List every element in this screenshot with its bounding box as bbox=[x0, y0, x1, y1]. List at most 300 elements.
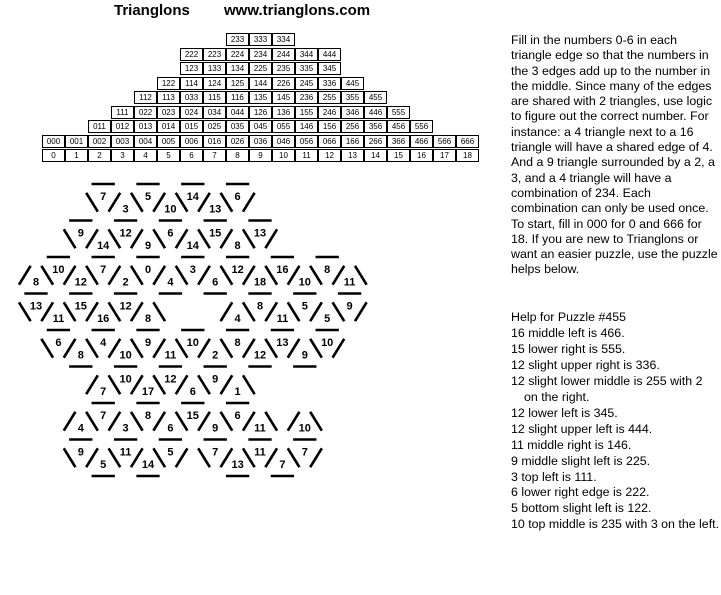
combo-cell[interactable]: 366 bbox=[387, 135, 410, 148]
triangle-edge[interactable] bbox=[243, 229, 255, 248]
triangle-clue: 13 bbox=[276, 337, 289, 350]
triangle-clue: 9 bbox=[301, 349, 308, 362]
combo-cell[interactable]: 022 bbox=[134, 106, 157, 119]
combo-cell[interactable]: 126 bbox=[249, 106, 272, 119]
triangle-edge[interactable] bbox=[153, 302, 165, 321]
triangle-edge[interactable] bbox=[41, 302, 53, 321]
triangle-clue: 13 bbox=[29, 300, 43, 313]
triangle-clue: 11 bbox=[343, 276, 356, 289]
triangle-clue: 6 bbox=[189, 385, 196, 398]
combo-cell[interactable]: 666 bbox=[456, 135, 479, 148]
triangle-clue: 14 bbox=[186, 191, 199, 204]
triangle-edge[interactable] bbox=[198, 266, 210, 285]
triangle-clue: 5 bbox=[167, 446, 174, 459]
triangle-clue: 3 bbox=[122, 203, 129, 216]
triangle-edge[interactable] bbox=[109, 266, 121, 285]
triangle-clue: 7 bbox=[100, 385, 107, 398]
triangle-edge[interactable] bbox=[176, 412, 188, 431]
triangle-clue: 14 bbox=[186, 239, 199, 252]
triangle-clue: 5 bbox=[324, 312, 331, 325]
triangle-edge[interactable] bbox=[131, 375, 143, 394]
sum-header-cell[interactable]: 14 bbox=[364, 149, 387, 162]
combo-cell[interactable]: 556 bbox=[410, 120, 433, 133]
triangle-clue: 11 bbox=[119, 446, 132, 459]
triangle-edge[interactable] bbox=[86, 229, 98, 248]
triangle-clue: 8 bbox=[256, 300, 264, 313]
combo-cell[interactable]: 000 bbox=[42, 135, 65, 148]
triangle-clue: 9 bbox=[212, 373, 219, 386]
triangle-edge[interactable] bbox=[288, 412, 300, 431]
combo-cell[interactable]: 334 bbox=[272, 33, 295, 46]
sum-header-cell[interactable]: 1 bbox=[65, 149, 88, 162]
triangle-clue: 3 bbox=[122, 422, 129, 435]
triangle-edge[interactable] bbox=[109, 229, 121, 248]
triangle-clue: 7 bbox=[212, 446, 219, 459]
help-item: 12 slight upper left is 444. bbox=[511, 421, 653, 436]
combo-cell[interactable]: 456 bbox=[387, 120, 410, 133]
combo-cell[interactable]: 025 bbox=[203, 120, 226, 133]
triangle-clue: 6 bbox=[234, 191, 241, 204]
triangle-edge[interactable] bbox=[64, 302, 76, 321]
combo-cell[interactable]: 234 bbox=[249, 48, 272, 61]
triangle-edge[interactable] bbox=[243, 375, 255, 394]
triangle-clue: 10 bbox=[52, 264, 65, 277]
triangle-edge[interactable] bbox=[333, 339, 345, 358]
triangle-edge[interactable] bbox=[176, 339, 188, 358]
triangle-edge[interactable] bbox=[221, 339, 233, 358]
triangle-edge[interactable] bbox=[243, 448, 255, 467]
triangle-edge[interactable] bbox=[310, 448, 322, 467]
combo-cell[interactable]: 222 bbox=[180, 48, 203, 61]
triangle-edge[interactable] bbox=[333, 302, 345, 321]
combo-cell[interactable]: 006 bbox=[180, 135, 203, 148]
triangle-edge[interactable] bbox=[109, 448, 121, 467]
combo-cell[interactable]: 122 bbox=[157, 77, 180, 90]
triangle-clue: 8 bbox=[234, 239, 241, 252]
sum-header-cell[interactable]: 4 bbox=[134, 149, 157, 162]
combo-cell[interactable]: 024 bbox=[180, 106, 203, 119]
triangle-clue: 2 bbox=[212, 349, 219, 362]
sum-header-cell[interactable]: 3 bbox=[111, 149, 134, 162]
triangle-edge[interactable] bbox=[86, 193, 98, 212]
triangle-edge[interactable] bbox=[265, 302, 277, 321]
triangle-clue: 8 bbox=[144, 410, 152, 423]
triangle-edge[interactable] bbox=[265, 266, 277, 285]
triangle-clue: 9 bbox=[77, 227, 84, 240]
combo-cell[interactable]: 005 bbox=[157, 135, 180, 148]
combo-cell[interactable]: 046 bbox=[272, 135, 295, 148]
triangle-clue: 4 bbox=[100, 337, 107, 350]
combo-cell[interactable]: 114 bbox=[180, 77, 203, 90]
combo-cell[interactable]: 333 bbox=[249, 33, 272, 46]
triangle-clue: 7 bbox=[100, 410, 107, 423]
triangle-edge[interactable] bbox=[86, 339, 98, 358]
help-title: Help for Puzzle #455 bbox=[511, 310, 627, 324]
triangle-edge[interactable] bbox=[198, 375, 210, 394]
combo-cell[interactable]: 146 bbox=[295, 120, 318, 133]
combo-cell[interactable]: 246 bbox=[318, 106, 341, 119]
sum-header-cell[interactable]: 13 bbox=[341, 149, 364, 162]
triangle-clue: 10 bbox=[298, 276, 311, 289]
sum-header-cell[interactable]: 18 bbox=[456, 149, 479, 162]
triangle-edge[interactable] bbox=[109, 302, 121, 321]
combo-cell[interactable]: 145 bbox=[272, 91, 295, 104]
triangle-edge[interactable] bbox=[86, 266, 98, 285]
triangle-clue: 11 bbox=[52, 312, 65, 325]
combo-cell[interactable]: 135 bbox=[249, 91, 272, 104]
combo-cell[interactable]: 123 bbox=[180, 62, 203, 75]
combo-cell[interactable]: 003 bbox=[111, 135, 134, 148]
help-item: 10 top middle is 235 with 3 on the left. bbox=[511, 517, 720, 532]
triangle-edge[interactable] bbox=[243, 266, 255, 285]
triangle-edge[interactable] bbox=[131, 193, 143, 212]
site-url[interactable]: www.trianglons.com bbox=[224, 2, 371, 19]
triangle-clue: 6 bbox=[212, 276, 219, 289]
triangle-edge[interactable] bbox=[288, 339, 300, 358]
sum-header-cell[interactable]: 15 bbox=[387, 149, 410, 162]
triangle-clue: 0 bbox=[144, 264, 152, 277]
triangle-edge[interactable] bbox=[131, 229, 143, 248]
triangle-clue: 10 bbox=[119, 373, 132, 386]
triangle-edge[interactable] bbox=[176, 448, 188, 467]
triangle-clue: 6 bbox=[234, 410, 241, 423]
combo-cell[interactable]: 235 bbox=[272, 62, 295, 75]
triangle-edge[interactable] bbox=[19, 302, 31, 321]
help-item: 9 middle slight left is 225. bbox=[511, 453, 651, 468]
triangle-clue: 1 bbox=[234, 385, 241, 398]
combo-cell[interactable]: 115 bbox=[203, 91, 226, 104]
triangle-edge[interactable] bbox=[64, 229, 76, 248]
triangle-clue: 7 bbox=[301, 446, 308, 459]
triangle-clue: 11 bbox=[254, 446, 266, 459]
triangle-edge[interactable] bbox=[109, 193, 121, 212]
triangle-edge[interactable] bbox=[310, 266, 322, 285]
triangle-edge[interactable] bbox=[153, 339, 165, 358]
sum-header-cell[interactable]: 9 bbox=[249, 149, 272, 162]
combo-cell[interactable]: 344 bbox=[295, 48, 318, 61]
triangle-edge[interactable] bbox=[288, 302, 300, 321]
combo-cell[interactable]: 026 bbox=[226, 135, 249, 148]
triangle-clue: 11 bbox=[254, 422, 266, 435]
help-item: 12 slight lower middle is 255 with 2 on the right. bbox=[511, 373, 703, 404]
combo-cell[interactable]: 444 bbox=[318, 48, 341, 61]
triangle-edge[interactable] bbox=[109, 412, 121, 431]
triangle-edge[interactable] bbox=[198, 412, 210, 431]
combo-cell[interactable]: 256 bbox=[341, 120, 364, 133]
triangle-clue: 12 bbox=[253, 349, 267, 362]
triangle-clue: 9 bbox=[144, 239, 152, 252]
triangle-edge[interactable] bbox=[64, 339, 76, 358]
sum-header-cell[interactable]: 12 bbox=[318, 149, 341, 162]
combo-cell[interactable]: 355 bbox=[341, 91, 364, 104]
puzzle-board[interactable] bbox=[0, 174, 500, 595]
triangle-edge[interactable] bbox=[176, 375, 188, 394]
combo-cell[interactable]: 066 bbox=[318, 135, 341, 148]
triangle-edge[interactable] bbox=[243, 339, 255, 358]
triangle-clue: 15 bbox=[186, 410, 199, 423]
triangle-edge[interactable] bbox=[198, 448, 210, 467]
triangle-clue: 15 bbox=[209, 227, 222, 240]
triangle-clue: 10 bbox=[321, 337, 334, 350]
combo-cell[interactable]: 044 bbox=[226, 106, 249, 119]
combo-cell[interactable]: 155 bbox=[295, 106, 318, 119]
triangle-edge[interactable] bbox=[64, 448, 76, 467]
site-name: Trianglons bbox=[114, 2, 190, 19]
triangle-edge[interactable] bbox=[221, 302, 233, 321]
triangle-clue: 7 bbox=[100, 191, 107, 204]
triangle-edge[interactable] bbox=[288, 448, 300, 467]
triangle-edge[interactable] bbox=[131, 302, 143, 321]
triangle-edge[interactable] bbox=[131, 266, 143, 285]
combo-cell[interactable]: 226 bbox=[272, 77, 295, 90]
triangle-clue: 5 bbox=[144, 191, 152, 204]
help-item: 5 bottom slight left is 122. bbox=[511, 501, 652, 516]
help-section bbox=[511, 310, 719, 533]
combo-cell[interactable]: 555 bbox=[387, 106, 410, 119]
sum-header-cell[interactable]: 8 bbox=[226, 149, 249, 162]
triangle-clue: 4 bbox=[77, 422, 84, 435]
combo-cell[interactable]: 033 bbox=[180, 91, 203, 104]
combo-cell[interactable]: 156 bbox=[318, 120, 341, 133]
combo-cell[interactable]: 133 bbox=[203, 62, 226, 75]
triangle-edge[interactable] bbox=[198, 229, 210, 248]
combo-cell[interactable]: 446 bbox=[364, 106, 387, 119]
triangle-clue: 9 bbox=[77, 446, 84, 459]
triangle-clue: 9 bbox=[212, 422, 219, 435]
triangle-edge[interactable] bbox=[265, 412, 277, 431]
triangle-edge[interactable] bbox=[131, 412, 143, 431]
triangle-edge[interactable] bbox=[265, 448, 277, 467]
triangle-edge[interactable] bbox=[153, 193, 165, 212]
triangle-edge[interactable] bbox=[355, 302, 367, 321]
combo-cell[interactable]: 345 bbox=[318, 62, 341, 75]
triangle-clue: 4 bbox=[167, 276, 174, 289]
triangle-edge[interactable] bbox=[198, 339, 210, 358]
combo-cell[interactable]: 015 bbox=[180, 120, 203, 133]
help-item: 12 lower left is 345. bbox=[511, 405, 618, 420]
triangle-clue: 10 bbox=[186, 337, 199, 350]
triangle-clue: 3 bbox=[189, 264, 196, 277]
combo-cell[interactable]: 166 bbox=[341, 135, 364, 148]
combo-cell[interactable]: 124 bbox=[203, 77, 226, 90]
triangle-clue: 10 bbox=[298, 422, 311, 435]
combo-cell[interactable]: 236 bbox=[295, 91, 318, 104]
triangle-clue: 15 bbox=[74, 300, 87, 313]
triangle-clue: 13 bbox=[209, 203, 222, 216]
triangle-clue: 12 bbox=[74, 276, 87, 289]
triangle-edge[interactable] bbox=[176, 193, 188, 212]
combo-cell[interactable]: 012 bbox=[111, 120, 134, 133]
triangle-edge[interactable] bbox=[310, 339, 322, 358]
combo-cell[interactable]: 113 bbox=[157, 91, 180, 104]
triangle-clue: 6 bbox=[55, 337, 62, 350]
triangle-edge[interactable] bbox=[176, 266, 188, 285]
combo-cell[interactable]: 001 bbox=[65, 135, 88, 148]
triangle-clue: 12 bbox=[119, 227, 132, 240]
help-item: 11 middle right is 146. bbox=[511, 437, 632, 452]
triangle-edge[interactable] bbox=[64, 412, 76, 431]
triangle-clue: 13 bbox=[253, 227, 267, 240]
combo-cell[interactable]: 112 bbox=[134, 91, 157, 104]
triangle-edge[interactable] bbox=[131, 448, 143, 467]
triangle-edge[interactable] bbox=[333, 266, 345, 285]
combo-cell[interactable]: 336 bbox=[318, 77, 341, 90]
triangle-edge[interactable] bbox=[176, 229, 188, 248]
combo-cell[interactable]: 356 bbox=[364, 120, 387, 133]
combo-cell[interactable]: 013 bbox=[134, 120, 157, 133]
combo-cell[interactable]: 056 bbox=[295, 135, 318, 148]
help-item: 3 top left is 111. bbox=[511, 469, 597, 484]
combo-cell[interactable]: 036 bbox=[249, 135, 272, 148]
triangle-edge[interactable] bbox=[221, 193, 233, 212]
combo-cell[interactable]: 346 bbox=[341, 106, 364, 119]
combo-cell[interactable]: 466 bbox=[410, 135, 433, 148]
combo-cell[interactable]: 035 bbox=[226, 120, 249, 133]
triangle-edge[interactable] bbox=[131, 339, 143, 358]
triangle-edge[interactable] bbox=[310, 302, 322, 321]
triangle-clue: 9 bbox=[144, 337, 152, 350]
triangle-edge[interactable] bbox=[153, 229, 165, 248]
sum-header-cell[interactable]: 10 bbox=[272, 149, 295, 162]
triangle-clue: 13 bbox=[231, 458, 244, 471]
instructions-text: Fill in the numbers 0-6 in each triangle edge so that the numbers in the 3 edges add up to the number in the middle. Since many of the edges are shared with 2 triangles, use logic to figure out the correct number. For instance: a 4 triangle next to a 16 triangle will have a shared edge of 4. And a 9 triangle surrounded by a 2, a 3, and a 4 triangle will have a combination of 234. Each combination can only be used once. To start, fill in 000 for 0 and 666 for 18. If you are new to Trianglons or want an easier puzzle, use the puzzle helps below. bbox=[511, 33, 718, 277]
triangle-clue: 8 bbox=[144, 312, 152, 325]
triangle-clue: 11 bbox=[164, 349, 177, 362]
triangle-edge[interactable] bbox=[153, 375, 165, 394]
combo-cell[interactable]: 255 bbox=[318, 91, 341, 104]
combo-cell[interactable]: 002 bbox=[88, 135, 111, 148]
triangle-clue: 10 bbox=[119, 349, 132, 362]
triangle-edge[interactable] bbox=[243, 302, 255, 321]
help-item: 16 middle left is 466. bbox=[511, 325, 625, 340]
combo-cell[interactable]: 245 bbox=[295, 77, 318, 90]
triangle-clue: 12 bbox=[119, 300, 132, 313]
sum-header-cell[interactable]: 2 bbox=[88, 149, 111, 162]
combo-cell[interactable]: 335 bbox=[295, 62, 318, 75]
triangle-edge[interactable] bbox=[109, 339, 121, 358]
sum-header-cell[interactable]: 5 bbox=[157, 149, 180, 162]
combo-cell[interactable]: 136 bbox=[272, 106, 295, 119]
triangle-edge[interactable] bbox=[198, 193, 210, 212]
combo-cell[interactable]: 034 bbox=[203, 106, 226, 119]
sum-header-cell[interactable]: 0 bbox=[42, 149, 65, 162]
combination-table bbox=[0, 0, 500, 170]
triangle-clue: 8 bbox=[234, 337, 241, 350]
combo-cell[interactable]: 233 bbox=[226, 33, 249, 46]
triangle-clue: 2 bbox=[122, 276, 129, 289]
triangle-clue: 8 bbox=[32, 276, 40, 289]
triangle-edge[interactable] bbox=[86, 412, 98, 431]
sum-header-cell[interactable]: 16 bbox=[410, 149, 433, 162]
triangle-edge[interactable] bbox=[221, 229, 233, 248]
triangle-clue: 14 bbox=[141, 458, 155, 471]
combo-cell[interactable]: 004 bbox=[134, 135, 157, 148]
triangle-edge[interactable] bbox=[153, 412, 165, 431]
triangle-edge[interactable] bbox=[64, 266, 76, 285]
triangle-edge[interactable] bbox=[221, 448, 233, 467]
combo-cell[interactable]: 055 bbox=[272, 120, 295, 133]
triangle-edge[interactable] bbox=[221, 412, 233, 431]
combo-cell[interactable]: 014 bbox=[157, 120, 180, 133]
triangle-clue: 16 bbox=[97, 312, 110, 325]
triangle-edge[interactable] bbox=[310, 412, 322, 431]
combo-cell[interactable]: 016 bbox=[203, 135, 226, 148]
sum-header-cell[interactable]: 6 bbox=[180, 149, 203, 162]
triangle-edge[interactable] bbox=[243, 412, 255, 431]
triangle-edge[interactable] bbox=[153, 448, 165, 467]
combo-cell[interactable]: 455 bbox=[364, 91, 387, 104]
triangle-clue: 6 bbox=[167, 422, 174, 435]
triangle-clue: 6 bbox=[167, 227, 174, 240]
triangle-edge[interactable] bbox=[109, 375, 121, 394]
combo-cell[interactable]: 116 bbox=[226, 91, 249, 104]
combo-cell[interactable]: 125 bbox=[226, 77, 249, 90]
triangle-clue: 8 bbox=[324, 264, 331, 277]
triangle-clue: 9 bbox=[346, 300, 353, 313]
combo-cell[interactable]: 224 bbox=[226, 48, 249, 61]
combo-cell[interactable]: 445 bbox=[341, 77, 364, 90]
triangle-clue: 16 bbox=[276, 264, 289, 277]
combo-cell[interactable]: 225 bbox=[249, 62, 272, 75]
triangle-edge[interactable] bbox=[41, 266, 53, 285]
triangle-edge[interactable] bbox=[86, 375, 98, 394]
triangle-edge[interactable] bbox=[41, 339, 53, 358]
triangle-edge[interactable] bbox=[153, 266, 165, 285]
sum-header-cell[interactable]: 17 bbox=[433, 149, 456, 162]
triangle-clue: 17 bbox=[141, 385, 155, 398]
triangle-clue: 7 bbox=[279, 458, 286, 471]
sum-header-cell[interactable]: 7 bbox=[203, 149, 226, 162]
triangle-clue: 18 bbox=[253, 276, 267, 289]
help-list bbox=[511, 326, 719, 533]
combo-cell[interactable]: 566 bbox=[433, 135, 456, 148]
triangle-edge[interactable] bbox=[221, 266, 233, 285]
triangle-clue: 14 bbox=[97, 239, 110, 252]
triangle-clue: 12 bbox=[164, 373, 177, 386]
triangle-edge[interactable] bbox=[19, 266, 31, 285]
triangle-edge[interactable] bbox=[355, 266, 367, 285]
combo-cell[interactable]: 134 bbox=[226, 62, 249, 75]
combo-cell[interactable]: 266 bbox=[364, 135, 387, 148]
combo-cell[interactable]: 045 bbox=[249, 120, 272, 133]
combo-cell[interactable]: 244 bbox=[272, 48, 295, 61]
sum-header-cell[interactable]: 11 bbox=[295, 149, 318, 162]
triangle-clue: 11 bbox=[276, 312, 289, 325]
combo-cell[interactable]: 023 bbox=[157, 106, 180, 119]
triangle-edge[interactable] bbox=[265, 339, 277, 358]
triangle-clue: 4 bbox=[234, 312, 241, 325]
triangle-clue: 5 bbox=[100, 458, 107, 471]
triangle-clue: 10 bbox=[164, 203, 177, 216]
triangle-edge[interactable] bbox=[265, 229, 277, 248]
triangle-edge[interactable] bbox=[86, 448, 98, 467]
help-item: 15 lower right is 555. bbox=[511, 341, 626, 356]
triangle-edge[interactable] bbox=[86, 302, 98, 321]
triangle-edge[interactable] bbox=[243, 193, 255, 212]
combo-cell[interactable]: 011 bbox=[88, 120, 111, 133]
triangle-clue: 8 bbox=[77, 349, 84, 362]
help-item: 12 slight upper right is 336. bbox=[511, 357, 660, 372]
combo-cell[interactable]: 111 bbox=[111, 106, 134, 119]
triangle-clue: 7 bbox=[100, 264, 107, 277]
triangle-edge[interactable] bbox=[288, 266, 300, 285]
triangle-clue: 5 bbox=[301, 300, 308, 313]
combo-cell[interactable]: 144 bbox=[249, 77, 272, 90]
combo-cell[interactable]: 223 bbox=[203, 48, 226, 61]
help-item: 6 lower right edge is 222. bbox=[511, 485, 650, 500]
triangle-edge[interactable] bbox=[221, 375, 233, 394]
triangle-clue: 12 bbox=[231, 264, 244, 277]
